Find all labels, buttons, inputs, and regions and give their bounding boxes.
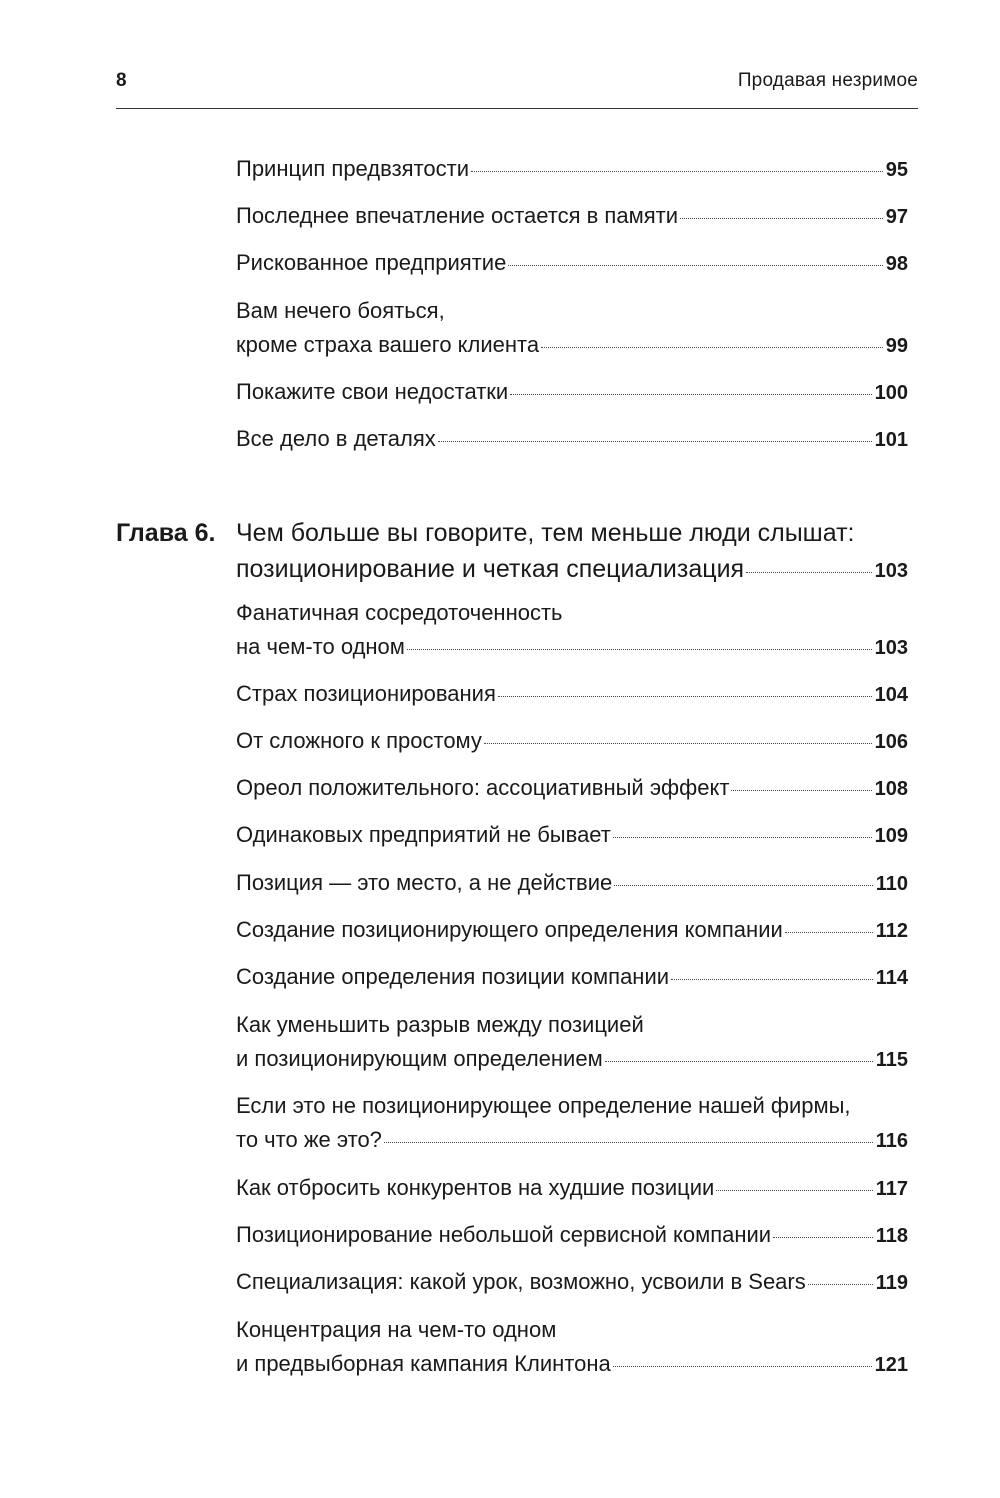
entry-title: Рискованное предприятие xyxy=(236,250,507,275)
entry-title-line: Если это не позиционирующее определение нашей фирмы, xyxy=(236,1093,851,1118)
entry-title: Страх позиционирования xyxy=(236,681,496,706)
chapter-title: позиционирование и четкая специализация xyxy=(236,555,745,583)
entry-page: 103 xyxy=(874,637,908,659)
leader-dots xyxy=(731,790,871,791)
leader-dots xyxy=(613,1366,872,1367)
header-divider xyxy=(116,108,918,109)
leader-dots xyxy=(746,572,872,573)
entry-title: на чем-то одном xyxy=(236,634,405,659)
leader-dots xyxy=(671,979,873,980)
entry-page: 95 xyxy=(885,159,908,181)
entry-title: Специализация: какой урок, возможно, усвоили в Sears xyxy=(236,1269,806,1294)
leader-dots xyxy=(614,885,872,886)
entry-title: и позиционирующим определением xyxy=(236,1046,603,1071)
entry-title: и предвыборная кампания Клинтона xyxy=(236,1351,611,1376)
toc-entry xyxy=(236,866,908,901)
leader-dots xyxy=(498,696,872,697)
entry-page: 116 xyxy=(875,1130,908,1152)
chapter-title-line: Чем больше вы говорите, тем меньше люди слышат: xyxy=(236,519,855,547)
toc-entry xyxy=(236,913,908,948)
toc-entry xyxy=(236,199,908,234)
toc-entry xyxy=(236,152,908,187)
toc-entry xyxy=(236,1089,908,1158)
entry-title-line: Как уменьшить разрыв между позицией xyxy=(236,1012,644,1037)
leader-dots xyxy=(471,171,883,172)
leader-dots xyxy=(613,837,872,838)
leader-dots xyxy=(484,743,872,744)
entry-page: 114 xyxy=(875,967,908,989)
entry-page: 99 xyxy=(885,335,908,357)
entry-title: то что же это? xyxy=(236,1127,382,1152)
toc-entry xyxy=(236,724,908,759)
entry-page: 101 xyxy=(874,429,908,451)
leader-dots xyxy=(773,1237,873,1238)
entry-title: Создание позиционирующего определения компании xyxy=(236,917,783,942)
entry-page: 119 xyxy=(875,1272,908,1294)
entry-title-line: Фанатичная сосредоточенность xyxy=(236,600,563,625)
entry-title: Все дело в деталях xyxy=(236,426,436,451)
leader-dots xyxy=(605,1061,873,1062)
entry-title: Покажите свои недостатки xyxy=(236,379,509,404)
leader-dots xyxy=(808,1284,873,1285)
toc-entry xyxy=(236,1008,908,1077)
entry-page: 108 xyxy=(874,778,908,800)
entry-page: 100 xyxy=(874,382,908,404)
leader-dots xyxy=(785,932,873,933)
leader-dots xyxy=(407,649,872,650)
toc-entry xyxy=(236,818,908,853)
entry-title: Позиция — это место, а не действие xyxy=(236,870,613,895)
toc-entry xyxy=(236,375,908,410)
entry-title: Ореол положительного: ассоциативный эффект xyxy=(236,775,730,800)
entry-title: Позиционирование небольшой сервисной компании xyxy=(236,1222,772,1247)
toc-entry xyxy=(236,1171,908,1206)
toc-entry xyxy=(236,1313,908,1382)
toc-entry xyxy=(236,596,908,665)
leader-dots xyxy=(384,1142,873,1143)
leader-dots xyxy=(438,441,872,442)
entry-page: 115 xyxy=(875,1049,908,1071)
toc-entry xyxy=(236,246,908,281)
entry-title: Последнее впечатление остается в памяти xyxy=(236,203,678,228)
page-header xyxy=(116,70,918,98)
entry-page: 106 xyxy=(874,731,908,753)
toc-entry xyxy=(236,294,908,363)
toc-entry xyxy=(236,1265,908,1300)
entry-page: 117 xyxy=(875,1178,908,1200)
leader-dots xyxy=(716,1190,872,1191)
chapter-page: 103 xyxy=(874,560,908,582)
leader-dots xyxy=(541,347,883,348)
chapter-label: Глава 6. xyxy=(116,519,216,547)
page-number: 8 xyxy=(116,70,127,91)
entry-title: Как отбросить конкурентов на худшие позиции xyxy=(236,1175,715,1200)
entry-page: 98 xyxy=(885,253,908,275)
entry-page: 109 xyxy=(874,825,908,847)
entry-title: кроме страха вашего клиента xyxy=(236,332,540,357)
leader-dots xyxy=(508,265,882,266)
entry-title: От сложного к простому xyxy=(236,728,482,753)
entry-page: 121 xyxy=(874,1354,908,1376)
running-title: Продавая незримое xyxy=(737,70,918,91)
toc-entry xyxy=(236,677,908,712)
toc-entry xyxy=(236,1218,908,1253)
entry-page: 112 xyxy=(875,920,908,942)
entry-title: Создание определения позиции компании xyxy=(236,964,670,989)
toc-entry xyxy=(236,960,908,995)
entry-page: 104 xyxy=(874,684,908,706)
chapter-entry xyxy=(236,515,908,589)
entry-title: Принцип предвзятости xyxy=(236,156,470,181)
entry-page: 97 xyxy=(885,206,908,228)
entry-page: 118 xyxy=(875,1225,908,1247)
entry-title: Одинаковых предприятий не бывает xyxy=(236,822,611,847)
leader-dots xyxy=(510,394,871,395)
leader-dots xyxy=(680,218,883,219)
toc-entry xyxy=(236,422,908,457)
entry-page: 110 xyxy=(875,873,908,895)
entry-title-line: Концентрация на чем-то одном xyxy=(236,1317,557,1342)
entry-title-line: Вам нечего бояться, xyxy=(236,298,445,323)
toc-entry xyxy=(236,771,908,806)
